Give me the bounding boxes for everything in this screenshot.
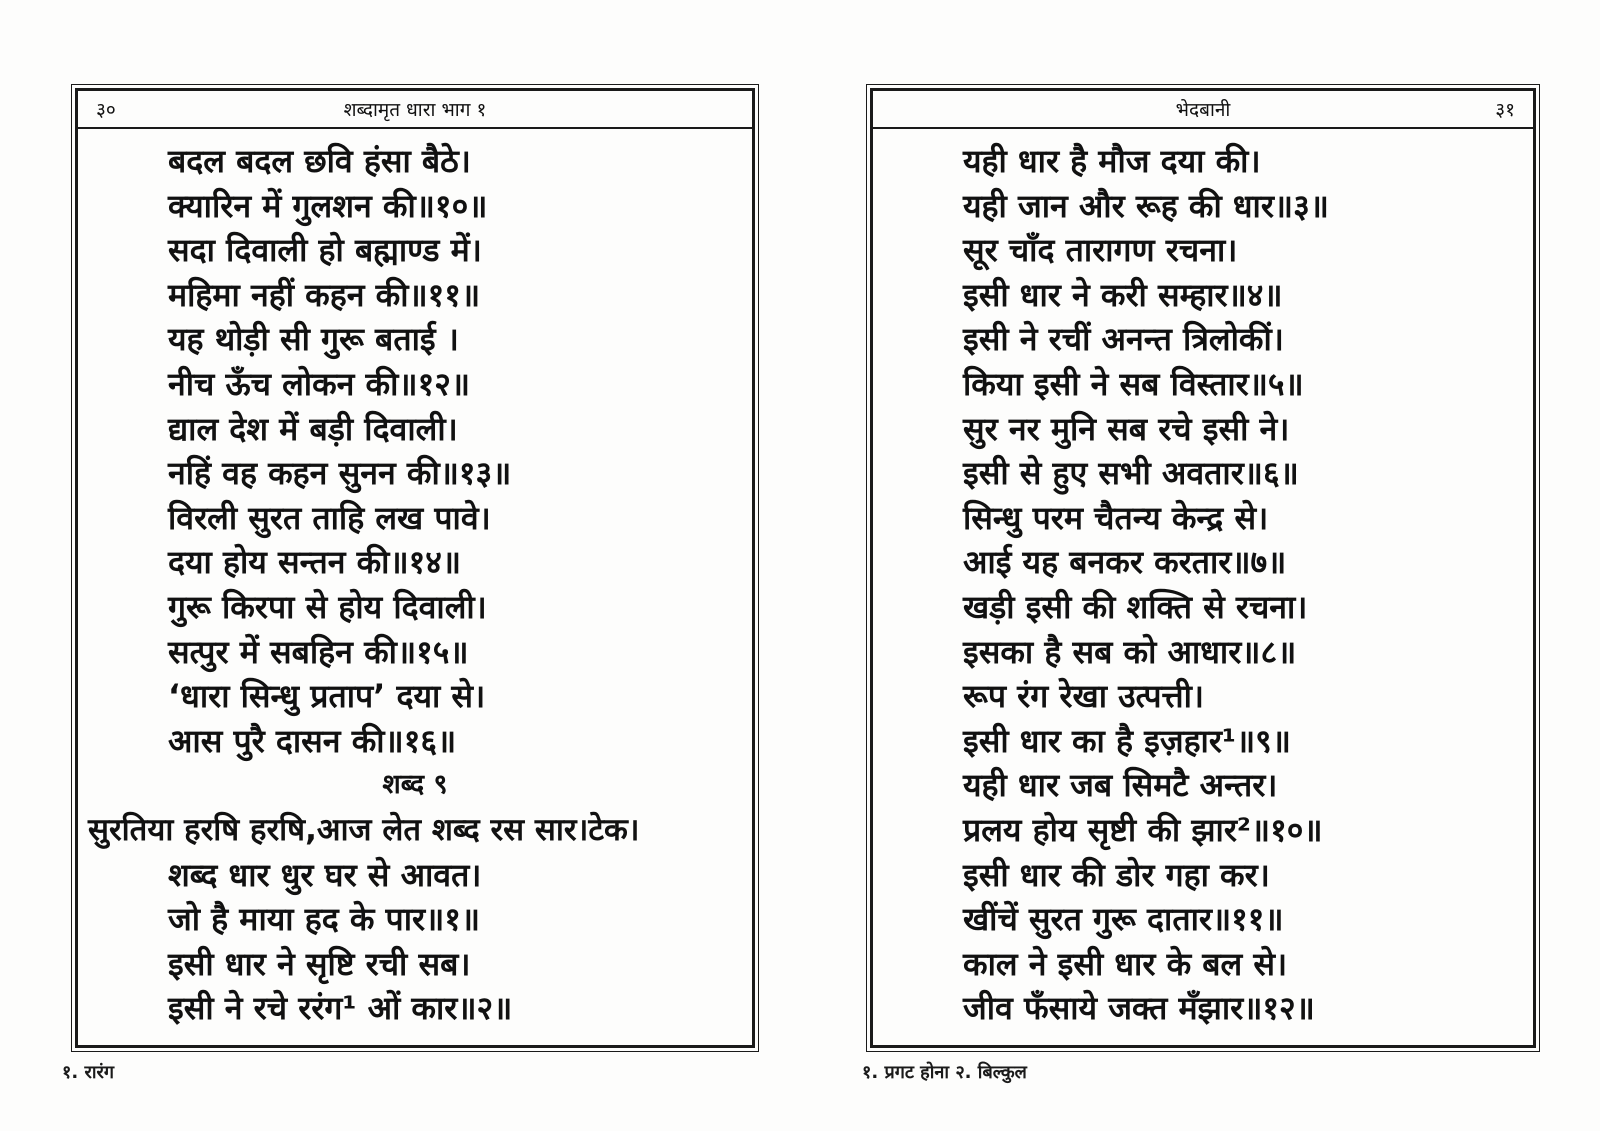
verse-line: इसी ने रचे ररंग¹ ओं कार॥२॥ <box>168 989 513 1028</box>
left-page <box>75 88 755 1048</box>
right-page-title: भेदबानी <box>1175 99 1231 121</box>
verse-line: यही धार जब सिमटै अन्तर। <box>963 766 1278 805</box>
verse-line: इसी धार ने सृष्टि रची सब। <box>168 944 471 983</box>
verse-line: किया इसी ने सब विस्तार॥५॥ <box>963 364 1304 403</box>
left-page-body <box>78 139 752 1031</box>
verse-line: इसी से हुए सभी अवतार॥६॥ <box>963 454 1299 493</box>
left-page-title: शब्दामृत धारा भाग १ <box>343 99 487 121</box>
verse-line: जो है माया हद के पार॥१॥ <box>168 900 481 939</box>
verse-line: इसका है सब को आधार॥८॥ <box>963 632 1297 671</box>
verse-line: यही धार है मौज दया की। <box>963 142 1261 180</box>
verse-line: इसी धार का है इज़हार¹॥९॥ <box>963 721 1291 760</box>
verse-line: प्रलय होय सृष्टी की झार²॥१०॥ <box>963 810 1323 849</box>
right-page <box>870 88 1536 1048</box>
verse-line: यह थोड़ी सी गुरू बताई । <box>168 320 459 359</box>
verse-line: खींचें सुरत गुरू दातार॥११॥ <box>963 900 1284 939</box>
verse-line: सिन्धु परम चैतन्य केन्द्र से। <box>963 498 1269 537</box>
verse-line: महिमा नहीं कहन की॥११॥ <box>168 275 481 314</box>
verse-line: आस पुरै दासन की॥१६॥ <box>168 721 457 760</box>
verse-line: नीच ऊँच लोकन की॥१२॥ <box>168 364 471 403</box>
right-page-footnote: १. प्रगट होना २. बिल्कुल <box>862 1062 1027 1083</box>
verse-line: इसी धार ने करी सम्हार॥४॥ <box>963 275 1283 314</box>
verse-line: दया होय सन्तन की॥१४॥ <box>168 543 462 582</box>
verse-line: सत्पुर में सबहिन की॥१५॥ <box>168 632 469 671</box>
verse-line: यही जान और रूह की धार॥३॥ <box>963 186 1329 225</box>
right-page-number: ३१ <box>1495 99 1515 121</box>
verse-line: इसी ने रचीं अनन्त त्रिलोकीं। <box>963 320 1284 359</box>
verse-line: इसी धार की डोर गहा कर। <box>963 855 1270 894</box>
right-page-body <box>873 139 1533 1031</box>
verse-line: काल ने इसी धार के बल से। <box>963 944 1288 983</box>
verse-line: खड़ी इसी की शक्ति से रचना। <box>963 587 1308 626</box>
verse-line: क्यारिन में गुलशन की॥१०॥ <box>168 186 488 225</box>
verse-line: जीव फँसाये जक्त मँझार॥१२॥ <box>963 989 1315 1028</box>
verse-line: विरली सुरत ताहि लख पावे। <box>168 498 491 537</box>
verse-line: आई यह बनकर करतार॥७॥ <box>963 543 1287 582</box>
refrain-line: सुरतिया हरषि हरषि,आज लेत शब्द रस सार।टेक। <box>88 811 640 848</box>
verse-line: शब्द धार धुर घर से आवत। <box>168 855 482 894</box>
verse-line: द्याल देश में बड़ी दिवाली। <box>168 409 458 448</box>
right-page-header <box>873 91 1533 129</box>
verse-line: सूर चाँद तारागण रचना। <box>963 231 1238 270</box>
left-page-number: ३० <box>96 99 116 121</box>
left-page-footnote: १. रारंग <box>62 1062 114 1083</box>
verse-line: सदा दिवाली हो बह्माण्ड में। <box>168 231 482 270</box>
verse-line: नहिं वह कहन सुनन की॥१३॥ <box>168 454 512 493</box>
section-heading: शब्द ९ <box>382 769 448 801</box>
left-page-header <box>78 91 752 129</box>
verse-line: रूप रंग रेखा उत्पत्ती। <box>963 677 1205 716</box>
verse-line: सुर नर मुनि सब रचे इसी ने। <box>963 409 1290 448</box>
verse-line: ‘धारा सिन्धु प्रताप’ दया से। <box>168 677 486 716</box>
verse-line: बदल बदल छवि हंसा बैठे। <box>168 142 471 180</box>
verse-line: गुरू किरपा से होय दिवाली। <box>168 587 487 626</box>
